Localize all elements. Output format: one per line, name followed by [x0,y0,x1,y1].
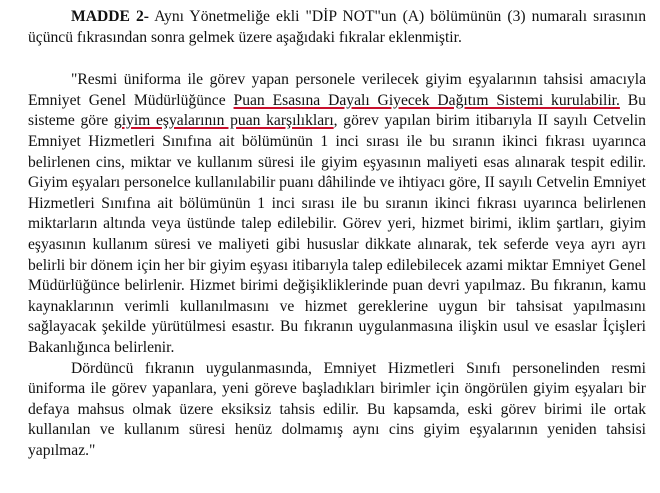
paragraph-1-part-1: "Resmi üniforma ile görev yapan personele verilecek giyim eşyalarının tahsisi amacıyla Emniyet Genel Müdürlüğünce [28,71,646,109]
paragraph-1-part-2: Bu sisteme göre [28,91,646,130]
article-label: MADDE 2- [71,8,149,25]
article-intro-text: Aynı Yönetmeliğe ekli "DİP NOT"un (A) bölümünün (3) numaralı sırasının üçüncü fıkrasından sonra gelmek üzere aşağıdaki fıkralar eklenmiştir. [28,8,646,46]
highlighted-phrase-system: Puan Esasına Dayalı Giyecek Dağıtım Sistemi kurulabilir. [233,91,620,109]
paragraph-2-text: Dördüncü fıkranın uygulanmasında, Emniyet Hizmetleri Sınıfı personelinden resmi üniforma ile görev yapanlara, yeni göreve başladıkları birimler için öngörülen giyim eşyaları bir defaya mahsus olmak üzere eksiksiz tahsis edilir. Bu kapsamda, eski görev birimi ile ortak kullanılan ve kullanım süresi henüz dolmamış aynı cins giyim eşyalarının yeniden tahsisi yapılmaz." [28,359,646,459]
highlighted-phrase-points: giyim eşyalarının puan karşılıkları [113,112,334,130]
article-intro [28,7,646,48]
quoted-paragraph-1 [28,70,646,358]
paragraph-1-part-3: , görev yapılan birim itibarıyla II sayılı Cetvelin Emniyet Hizmetleri Sınıfına ait bölümünün 1 inci sırası ile bu sıranın ikinci fıkrası uyarınca belirlenen cins, miktar ve kullanım süresi ile giyim eşyasının maliyeti esas alınarak tespit edilir. Giyim eşyaları personelce kullanılabilir puanı dâhilinde ve ihtiyacı göre, II sayılı Cetvelin Emniyet Hizmetleri Sınıfına ait bölümünün 1 inci sırası ile bu sıranın ikinci fıkrası uyarınca belirlenen miktarların altında veya üstünde talep edilebilir. Görev yeri, hizmet birimi, iklim şartları, giyim eşyasının kullanım süresi ve maliyeti gibi hususlar dikkate alınarak, tek seferde veya ayrı ayrı belirli bir dönem için her bir giyim eşyası itibarıyla talep edilebilecek azami miktar Emniyet Genel Müdürlüğünce belirlenir. Hizmet birimi değişikliklerinde puan devri yapılmaz. Bu fıkranın, kamu kaynaklarının verimli kullanılmasını ve hizmet gereklerine uygun bir tahsisat yapılmasını sağlayacak şekilde yürütülmesi esastır. Bu fıkranın uygulanmasına ilişkin usul ve esaslar İçişleri Bakanlığınca belirlenir. [28,112,646,356]
quoted-paragraph-2 [28,359,646,462]
